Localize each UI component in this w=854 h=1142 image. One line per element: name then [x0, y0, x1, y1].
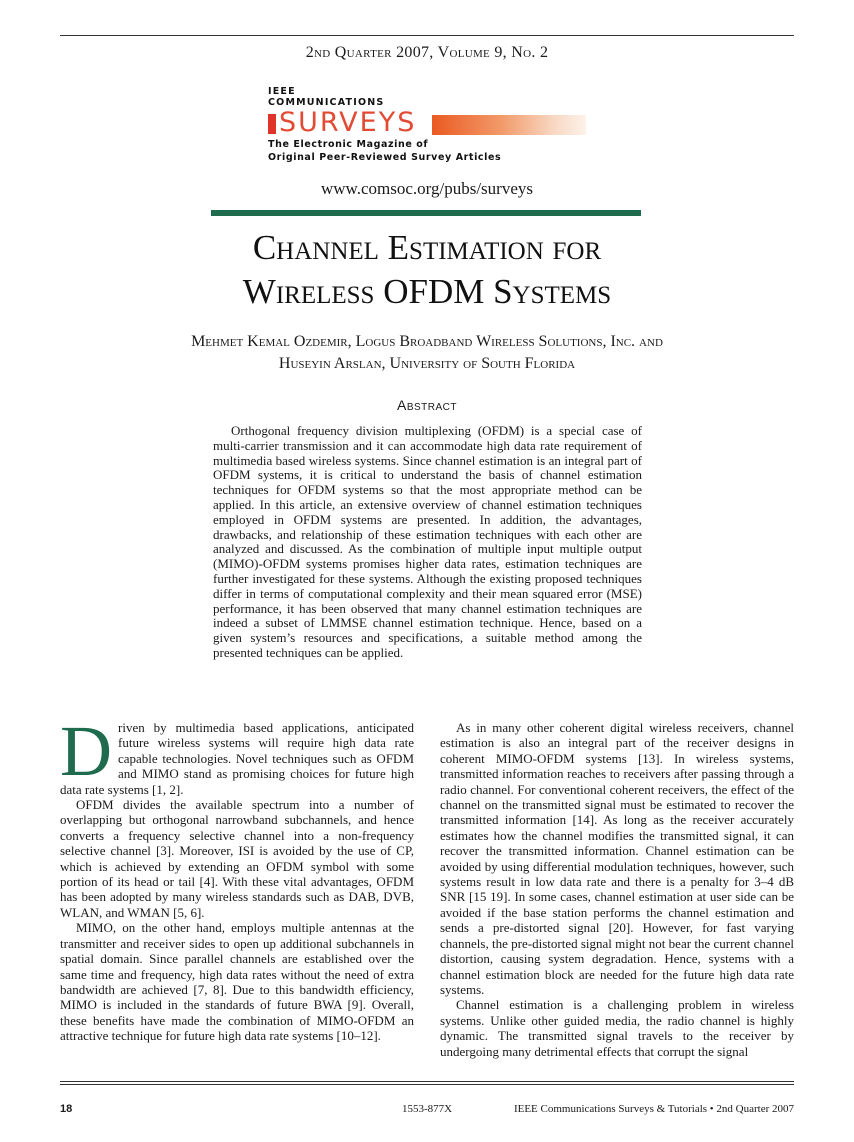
authors-line-2: Huseyin Arslan, University of South Florida — [278, 355, 576, 372]
body-paragraph: As in many other coherent digital wireless receivers, channel estimation is also an integral part of the receiver designs in coherent MIMO-OFDM systems [13]. In wireless systems, transmitted information reaches to receivers after passing through a radio channel. For conventional coherent receivers, the effect of the channel on the transmitted signal must be estimated to recover the transmitted information [14]. As long as the receiver accurately estimates how the channel modifies the transmitted signal, it can recover the transmitted information. Channel estimation can be avoided by using differential modulation techniques, however, such systems result in low data rate and there is a penalty for 3–4 dB SNR [15 19]. In some cases, channel estimation at user side can be avoided if the base station performs the channel estimation and sends a pre-distorted signal [20]. However, for fast varying channels, the pre-distorted signal might not bear the current channel distortion, causing system degradation. Hence, systems with a channel estimation block are needed for the future high data rate systems. — [440, 720, 794, 997]
footer-rule — [60, 1081, 794, 1082]
title-line-1: Channel Estimation for — [252, 228, 602, 267]
surveys-logo — [268, 86, 598, 174]
body-paragraph: MIMO, on the other hand, employs multiple antennas at the transmitter and receiver sides to open up additional subchannels in spatial domain. Since parallel channels are established over the same time and frequency, high data rates without the need of extra bandwidth are achieved [7, 8]. Due to this bandwidth efficiency, MIMO is included in the standards of future BWA [9]. Overall, these benefits have made the combination of MIMO-OFDM an attractive technique for future high data rate systems [10–12]. — [60, 920, 414, 1044]
issue-line: 2nd Quarter 2007, Volume 9, No. 2 — [305, 44, 549, 61]
logo-communications: COMMUNICATIONS — [268, 97, 385, 108]
page-number: 18 — [60, 1103, 73, 1115]
issn: 1553-877X — [401, 1103, 453, 1115]
logo-ieee: IEEE — [268, 86, 296, 97]
body-paragraph: OFDM divides the available spectrum into a number of overlapping but orthogonal narrowband subchannels, and hence converts a frequency selective channel into a non-frequency selective channel [3]. Moreover, ISI is avoided by the use of CP, which is achieved by extending an OFDM symbol with some portion of its head or tail [4]. With these vital advantages, OFDM has been adopted by many wireless standards such as DAB, DVB, WLAN, and WMAN [5, 6]. — [60, 797, 414, 920]
logo-surveys-word: SURVEYS — [279, 107, 417, 138]
body-paragraph: Channel estimation is a challenging problem in wireless systems. Unlike other guided media, the radio channel is highly dynamic. The transmitted signal travels to the receiver by undergoing many detrimental effects that corrupt the signal — [440, 997, 794, 1059]
abstract-heading: Abstract — [396, 397, 457, 413]
body-column-right — [440, 720, 794, 1059]
drop-cap: D — [60, 711, 112, 791]
author-list — [0, 331, 854, 375]
logo-tagline-2: Original Peer-Reviewed Survey Articles — [268, 152, 502, 163]
logo-tagline-1: The Electronic Magazine of — [268, 139, 429, 150]
intro-text: riven by multimedia based applications, anticipated future wireless systems will require high data rate capable technologies. Novel techniques such as OFDM and MIMO stand as promising choices for future high data rate systems [1, 2]. — [60, 720, 414, 797]
article-title — [0, 226, 854, 314]
logo-wordmark-row — [268, 109, 598, 137]
authors-line-1: Mehmet Kemal Ozdemir, Logus Broadband Wireless Solutions, Inc. and — [191, 333, 663, 350]
body-column-left — [60, 711, 414, 1044]
logo-red-bar — [268, 114, 276, 134]
footer-rule-2 — [60, 1084, 794, 1085]
journal-footer: IEEE Communications Surveys & Tutorials • 2nd Quarter 2007 — [513, 1103, 794, 1115]
title-line-2: Wireless OFDM Systems — [242, 272, 612, 311]
journal-url[interactable]: www.comsoc.org/pubs/surveys — [320, 179, 533, 198]
logo-gradient-bar — [432, 115, 586, 135]
abstract-text: Orthogonal frequency division multiplexing (OFDM) is a special case of multi-carrier transmission and it can accommodate high data rate requirement of multimedia based wireless systems. Since channel estimation is an integral part of OFDM systems, it is critical to understand the basis of channel estimation techniques for OFDM systems so that the most appropriate method can be applied. In this article, an extensive overview of channel estimation techniques employed in OFDM systems are presented. In addition, the advantages, drawbacks, and relationship of these estimation techniques with each other are analyzed and discussed. As the combination of multiple input multiple output (MIMO)-OFDM systems promises higher data rates, estimation techniques are further investigated for these systems. Although the existing proposed techniques differ in terms of computational complexity and their mean squared error (MSE) performance, it has been observed that many channel estimation techniques are indeed a subset of LMMSE channel estimation technique. Hence, based on a given system’s resources and specifications, a suitable method among the presented techniques can be applied. — [213, 423, 642, 660]
top-rule — [60, 35, 794, 36]
title-divider-bar — [211, 210, 641, 216]
body-paragraph — [60, 711, 414, 797]
